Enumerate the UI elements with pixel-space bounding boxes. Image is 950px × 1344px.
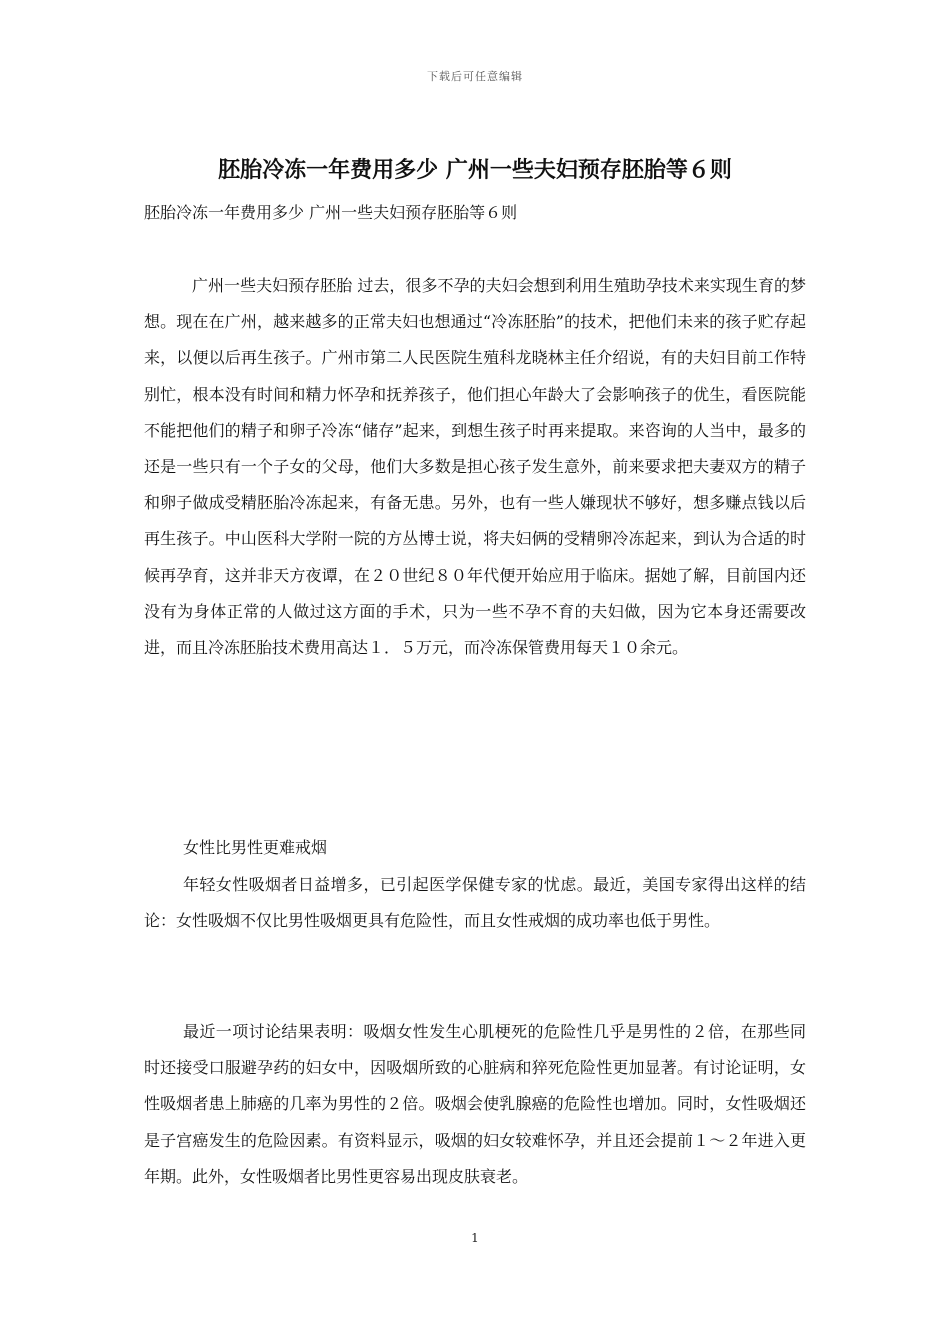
page-number: 1 xyxy=(471,1231,479,1245)
body-paragraph: 最近一项讨论结果表明：吸烟女性发生心肌梗死的危险性几乎是男性的２倍，在那些同时还接受口服避孕药的妇女中，因吸烟所致的心脏病和猝死危险性更加显著。有讨论证明，女性吸烟者患上肺癌的几率为男性的２倍。吸烟会使乳腺癌的危险性也增加。同时，女性吸烟还是子宫癌发生的危险因素。有资料显示，吸烟的妇女较难怀孕，并且还会提前１～２年进入更年期。此外，女性吸烟者比男性更容易出现皮肤衰老。 xyxy=(144,1022,806,1186)
document-title: 胚胎冷冻一年费用多少 广州一些夫妇预存胚胎等６则 xyxy=(218,157,732,183)
body-paragraph: 广州一些夫妇预存胚胎 过去，很多不孕的夫妇会想到利用生殖助孕技术来实现生育的梦想。现在在广州，越来越多的正常夫妇也想通过“冷冻胚胎”的技术，把他们未来的孩子贮存起来，以便以后再生孩子。广州市第二人民医院生殖科龙晓林主任介绍说，有的夫妇目前工作特别忙，根本没有时间和精力怀孕和抚养孩子，他们担心年龄大了会影响孩子的优生，看医院能不能把他们的精子和卵子冷冻“储存”起来，到想生孩子时再来提取。来咨询的人当中，最多的还是一些只有一个子女的父母，他们大多数是担心孩子发生意外，前来要求把夫妻双方的精子和卵子做成受精胚胎冷冻起来，有备无患。另外，也有一些人嫌现状不够好，想多赚点钱以后再生孩子。中山医科大学附一院的方丛博士说，将夫妇俩的受精卵冷冻起来，到认为合适的时候再孕育，这并非天方夜谭，在２０世纪８０年代便开始应用于临床。据她了解，目前国内还没有为身体正常的人做过这方面的手术，只为一些不孕不育的夫妇做，因为它本身还需要改进，而且冷冻胚胎技术费用高达１．５万元，而冷冻保管费用每天１０余元。 xyxy=(144,276,806,658)
header-note: 下载后可任意编辑 xyxy=(427,70,523,83)
body-paragraph: 年轻女性吸烟者日益增多，已引起医学保健专家的忧虑。最近，美国专家得出这样的结论：女性吸烟不仅比男性吸烟更具有危险性，而且女性戒烟的成功率也低于男性。 xyxy=(144,875,806,931)
section-heading: 女性比男性更难戒烟 xyxy=(183,838,328,857)
document-subtitle: 胚胎冷冻一年费用多少 广州一些夫妇预存胚胎等６则 xyxy=(144,203,518,222)
